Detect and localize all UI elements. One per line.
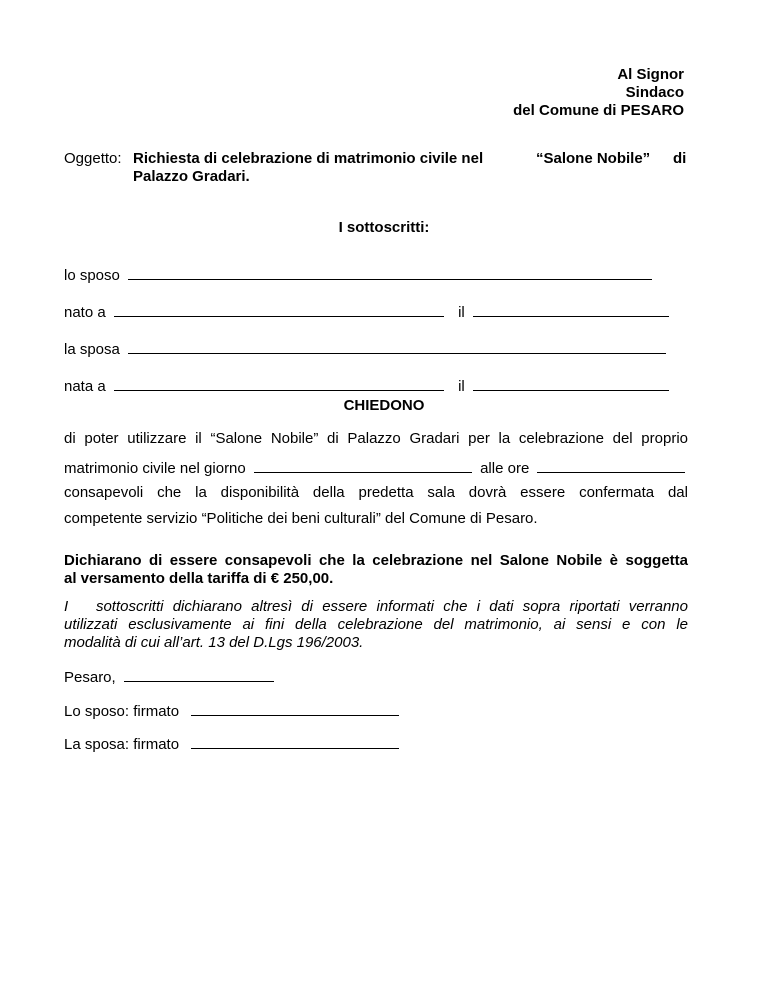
groom-birthplace-field[interactable]	[114, 302, 444, 317]
place-date-row	[64, 667, 274, 687]
signing-date-field[interactable]	[124, 667, 274, 682]
bride-label: la sposa	[64, 341, 120, 358]
bride-birth-row	[64, 376, 669, 396]
subject-line-2: Palazzo Gradari.	[133, 168, 250, 185]
privacy-notice-line-3: modalità di cui all’art. 13 del D.Lgs 196/2003.	[64, 634, 364, 651]
subject-text-3: di	[673, 150, 687, 167]
fee-notice-line-1: Dichiarano di essere consapevoli che la celebrazione nel Salone Nobile è soggetta	[64, 552, 688, 569]
request-time-label: alle ore	[480, 460, 530, 477]
groom-name-field[interactable]	[128, 265, 652, 280]
request-line-1: di poter utilizzare il “Salone Nobile” di Palazzo Gradari per la celebrazione del proprio	[64, 430, 688, 447]
request-date-label: matrimonio civile nel giorno	[64, 460, 246, 477]
bride-signature-row	[64, 734, 399, 754]
subject-text-1: Richiesta di celebrazione di matrimonio civile nel	[133, 150, 484, 167]
groom-label: lo sposo	[64, 267, 120, 284]
bride-row	[64, 339, 666, 359]
bride-birthplace-field[interactable]	[114, 376, 444, 391]
recipient-address	[513, 66, 684, 120]
recipient-line-1: Al Signor	[617, 66, 684, 83]
signatories-heading: I sottoscritti:	[338, 219, 430, 236]
groom-signature-row	[64, 701, 399, 721]
groom-signature-label: Lo sposo: firmato	[64, 703, 180, 720]
bride-name-field[interactable]	[128, 339, 666, 354]
subject-text-2: “Salone Nobile”	[536, 150, 651, 167]
subject-label: Oggetto:	[64, 150, 122, 167]
bride-birthplace-label: nata a	[64, 378, 106, 395]
privacy-notice-line-1: I sottoscritti dichiarano altresì di essere informati che i dati sopra riportati verranno	[64, 598, 688, 615]
recipient-line-2: Sindaco	[625, 84, 684, 101]
bride-signature-field[interactable]	[191, 734, 399, 749]
request-line-2	[64, 458, 685, 478]
groom-row	[64, 265, 652, 285]
groom-birth-row	[64, 302, 669, 322]
wedding-date-field[interactable]	[254, 458, 472, 473]
place-label: Pesaro,	[64, 669, 116, 686]
groom-birthplace-label: nato a	[64, 304, 106, 321]
bride-signature-label: La sposa: firmato	[64, 736, 180, 753]
request-heading: CHIEDONO	[343, 397, 425, 414]
request-line-3: consapevoli che la disponibilità della predetta sala dovrà essere confermata dal	[64, 484, 688, 501]
wedding-time-field[interactable]	[537, 458, 685, 473]
groom-birthdate-label: il	[458, 304, 465, 321]
fee-notice-line-2: al versamento della tariffa di € 250,00.	[64, 570, 334, 587]
recipient-line-3: del Comune di PESARO	[513, 102, 684, 119]
bride-birthdate-label: il	[458, 378, 465, 395]
groom-signature-field[interactable]	[191, 701, 399, 716]
request-line-4: competente servizio “Politiche dei beni culturali” del Comune di Pesaro.	[64, 510, 538, 527]
privacy-notice-line-2: utilizzati esclusivamente ai fini della celebrazione del matrimonio, ai sensi e con le	[64, 616, 688, 633]
groom-birthdate-field[interactable]	[473, 302, 669, 317]
bride-birthdate-field[interactable]	[473, 376, 669, 391]
